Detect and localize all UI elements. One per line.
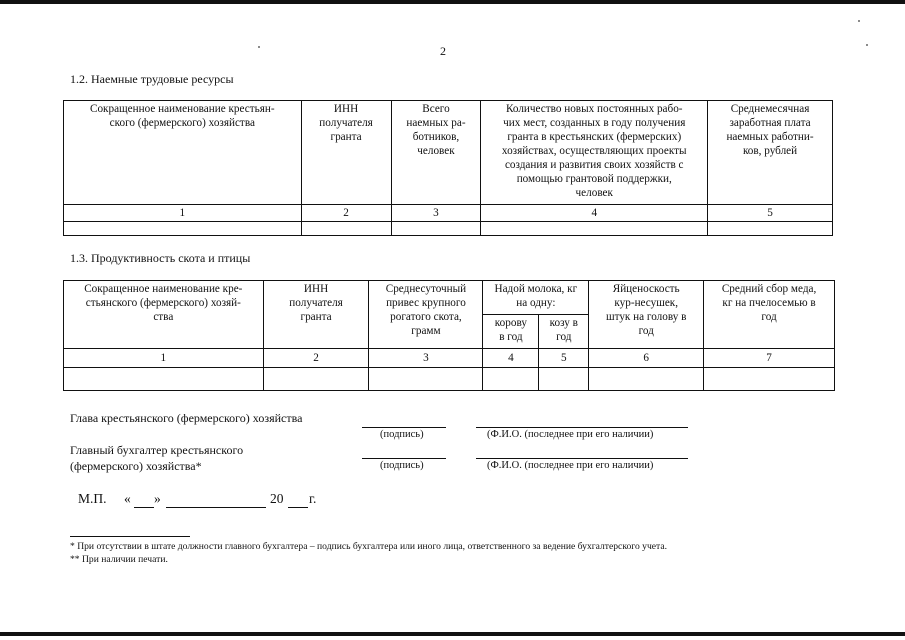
- table-header-row: [64, 101, 833, 205]
- date-year-line: [288, 507, 308, 508]
- date-year-suffix: г.: [309, 491, 317, 506]
- accountant-signature-caption: (подпись): [380, 460, 424, 471]
- column-number-row: [64, 205, 833, 222]
- column-number: 3: [391, 205, 481, 222]
- column-number: 1: [64, 205, 302, 222]
- stamp-place-label: М.П.: [78, 491, 107, 506]
- empty-cell: [483, 368, 539, 391]
- empty-cell: [391, 222, 481, 236]
- head-of-farm-label: Глава крестьянского (фермерского) хозяйства: [70, 411, 303, 425]
- header-farm-name: Сокращенное наименование крестьян- ского (фермерского) хозяйства: [64, 101, 302, 205]
- productivity-table: [63, 280, 835, 391]
- top-border: [0, 0, 905, 4]
- header-daily-weight-gain: Среднесуточный привес крупного рогатого скота, грамм: [369, 281, 483, 349]
- column-number: 1: [64, 349, 264, 368]
- header-milk-yield: Надой молока, кг на одну:: [483, 281, 589, 315]
- header-average-salary: Среднемесячная заработная плата наемных работни- ков, рублей: [708, 101, 833, 205]
- date-month-line: [166, 507, 266, 508]
- header-farm-name: Сокращенное наименование кре- стьянского (фермерского) хозяй- ства: [64, 281, 264, 349]
- column-number: 5: [708, 205, 833, 222]
- head-fio-line: [476, 427, 688, 428]
- header-new-jobs: Количество новых постоянных рабо- чих мест, созданных в году получения гранта в крестьянских (фермерских) хозяйствах, осуществляющих проекты создания и развития своих хозяйств с помощью грантовой поддержки, человек: [481, 101, 708, 205]
- head-signature-caption: (подпись): [380, 429, 424, 440]
- accountant-fio-line: [476, 458, 688, 459]
- footnote-separator: [70, 536, 190, 537]
- header-inn: ИНН получателя гранта: [301, 101, 391, 205]
- column-number: 6: [589, 349, 704, 368]
- hired-workforce-table: [63, 100, 833, 236]
- date-day-line: [134, 507, 154, 508]
- head-signature-line: [362, 427, 446, 428]
- header-inn: ИНН получателя гранта: [263, 281, 369, 349]
- empty-cell: [481, 222, 708, 236]
- column-number-row: [64, 349, 835, 368]
- scan-speck: [866, 44, 868, 46]
- accountant-fio-caption: (Ф.И.О. (последнее при его наличии): [487, 460, 654, 471]
- scan-speck: [858, 20, 860, 22]
- column-number: 3: [369, 349, 483, 368]
- empty-cell: [64, 368, 264, 391]
- header-total-workers: Всего наемных ра- ботников, человек: [391, 101, 481, 205]
- date-year-prefix: 20: [270, 491, 284, 506]
- empty-cell: [704, 368, 835, 391]
- footnote-seal: ** При наличии печати.: [70, 554, 168, 565]
- date-quote-open: «: [124, 491, 131, 506]
- bottom-border: [0, 632, 905, 636]
- column-number: 2: [301, 205, 391, 222]
- section-title-hired-workforce: 1.2. Наемные трудовые ресурсы: [70, 72, 234, 86]
- column-number: 4: [483, 349, 539, 368]
- empty-cell: [369, 368, 483, 391]
- head-fio-caption: (Ф.И.О. (последнее при его наличии): [487, 429, 654, 440]
- section-title-productivity: 1.3. Продуктивность скота и птицы: [70, 251, 251, 265]
- page-number: 2: [440, 44, 446, 58]
- table-empty-row: [64, 222, 833, 236]
- footnote-accountant: * При отсутствии в штате должности главного бухгалтера – подпись бухгалтера или иного лица, ответственного за ведение бухгалтерского учета.: [70, 541, 668, 552]
- column-number: 4: [481, 205, 708, 222]
- scan-speck: [258, 46, 260, 48]
- header-egg-production: Яйценоскость кур-несушек, штук на голову в год: [589, 281, 704, 349]
- accountant-signature-line: [362, 458, 446, 459]
- column-number: 5: [539, 349, 589, 368]
- header-honey-yield: Средний сбор меда, кг на пчелосемью в год: [704, 281, 835, 349]
- empty-cell: [589, 368, 704, 391]
- header-per-goat: козу в год: [539, 315, 589, 349]
- table-header-row: [64, 281, 835, 315]
- empty-cell: [64, 222, 302, 236]
- empty-cell: [301, 222, 391, 236]
- column-number: 7: [704, 349, 835, 368]
- empty-cell: [263, 368, 369, 391]
- chief-accountant-label: Главный бухгалтер крестьянского (фермерского) хозяйства*: [70, 443, 244, 473]
- empty-cell: [539, 368, 589, 391]
- column-number: 2: [263, 349, 369, 368]
- header-per-cow: корову в год: [483, 315, 539, 349]
- date-quote-close: »: [154, 491, 161, 506]
- empty-cell: [708, 222, 833, 236]
- table-empty-row: [64, 368, 835, 391]
